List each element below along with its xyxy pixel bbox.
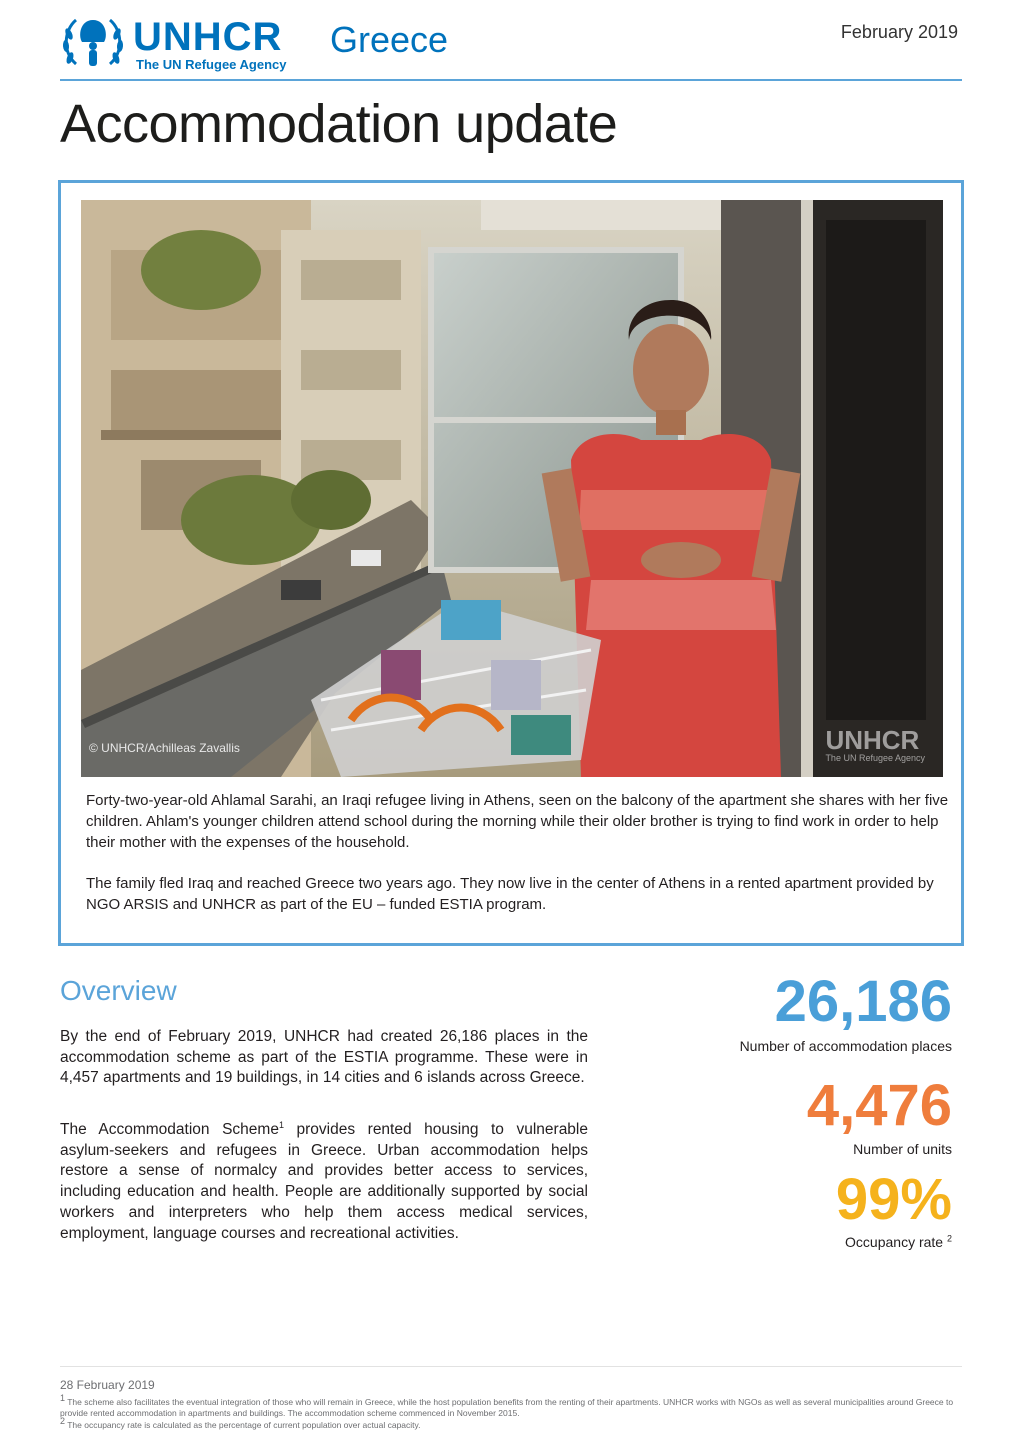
overview-heading: Overview [60, 975, 177, 1006]
occupancy-label-text: Occupancy rate [845, 1234, 944, 1250]
photo-credit: © UNHCR/Achilleas Zavallis [89, 741, 240, 755]
country-name: Greece [330, 19, 449, 60]
stat-units-value: 4,476 [806, 1073, 952, 1138]
overview-paragraph-2 [60, 1120, 588, 1244]
brand-name: UNHCR [133, 15, 283, 59]
stat-accommodation-places-label: Number of accommodation places [739, 1038, 952, 1054]
footnote-2-number: 2 [60, 1416, 66, 1427]
watermark-brand: UNHCR [825, 725, 920, 755]
overview-paragraph-1: By the end of February 2019, UNHCR had created 26,186 places in the accommodation scheme as part of the ESTIA programme. These were in 4,457 apartments and 19 buildings, in 14 cities and 6 islands across Greece. [60, 1028, 588, 1087]
photo-caption-1: Forty-two-year-old Ahlamal Sarahi, an Iraqi refugee living in Athens, seen on the balcony of the apartment she shares with her five children. Ahlam's younger children attend school during the morning while their older brother is trying to find work in order to help their mother with the expenses of the household. [86, 792, 949, 851]
stat-units-label: Number of units [853, 1141, 952, 1157]
watermark-tagline: The UN Refugee Agency [825, 753, 925, 763]
footnote-1-text: The scheme also facilitates the eventual integration of those who will remain in Greece, while the host population benefits from the renting of their apartments. UNHCR works with NGOs as well as several municipalities around Greece to provide rented accommodation in apartments and buildings. The accommodation scheme commenced in November 2015. [60, 1397, 954, 1418]
photo-caption-2: The family fled Iraq and reached Greece two years ago. They now live in the center of Athens in a rented apartment provided by NGO ARSIS and UNHCR as part of the EU – funded ESTIA program. [86, 875, 934, 913]
feature-photo [81, 200, 943, 777]
footnote-2 [60, 1416, 962, 1431]
footnote-1-number: 1 [60, 1393, 66, 1404]
header-divider [60, 79, 962, 81]
footnote-2-text: The occupancy rate is calculated as the percentage of current population over actual capacity. [67, 1420, 421, 1430]
overview-p2-rest: provides rented housing to vulnerable asylum-seekers and refugees in Greece. Urban accommodation helps restore a sense of normalcy and provides better access to services, including education and health. People are additionally supported by social workers and interpreters who help them access medical services, employment, language courses and recreational activities. [60, 1121, 588, 1242]
footnote-1 [60, 1393, 962, 1419]
stat-occupancy-label [845, 1234, 952, 1250]
page-title: Accommodation update [60, 94, 618, 154]
feature-photo-box [58, 180, 964, 946]
brand-tagline: The UN Refugee Agency [136, 57, 287, 72]
stat-occupancy-value: 99% [835, 1167, 952, 1232]
footer-divider [60, 1366, 962, 1367]
photo-watermark [825, 727, 925, 763]
footnote-ref-2: 2 [946, 1233, 952, 1244]
overview-p2-start: The Accommodation Scheme [60, 1121, 279, 1138]
report-date: February 2019 [840, 22, 958, 42]
stat-accommodation-places-value: 26,186 [774, 969, 952, 1034]
footer-date: 28 February 2019 [60, 1378, 155, 1392]
footnote-ref-1: 1 [278, 1119, 284, 1130]
unhcr-emblem-icon [58, 12, 128, 72]
